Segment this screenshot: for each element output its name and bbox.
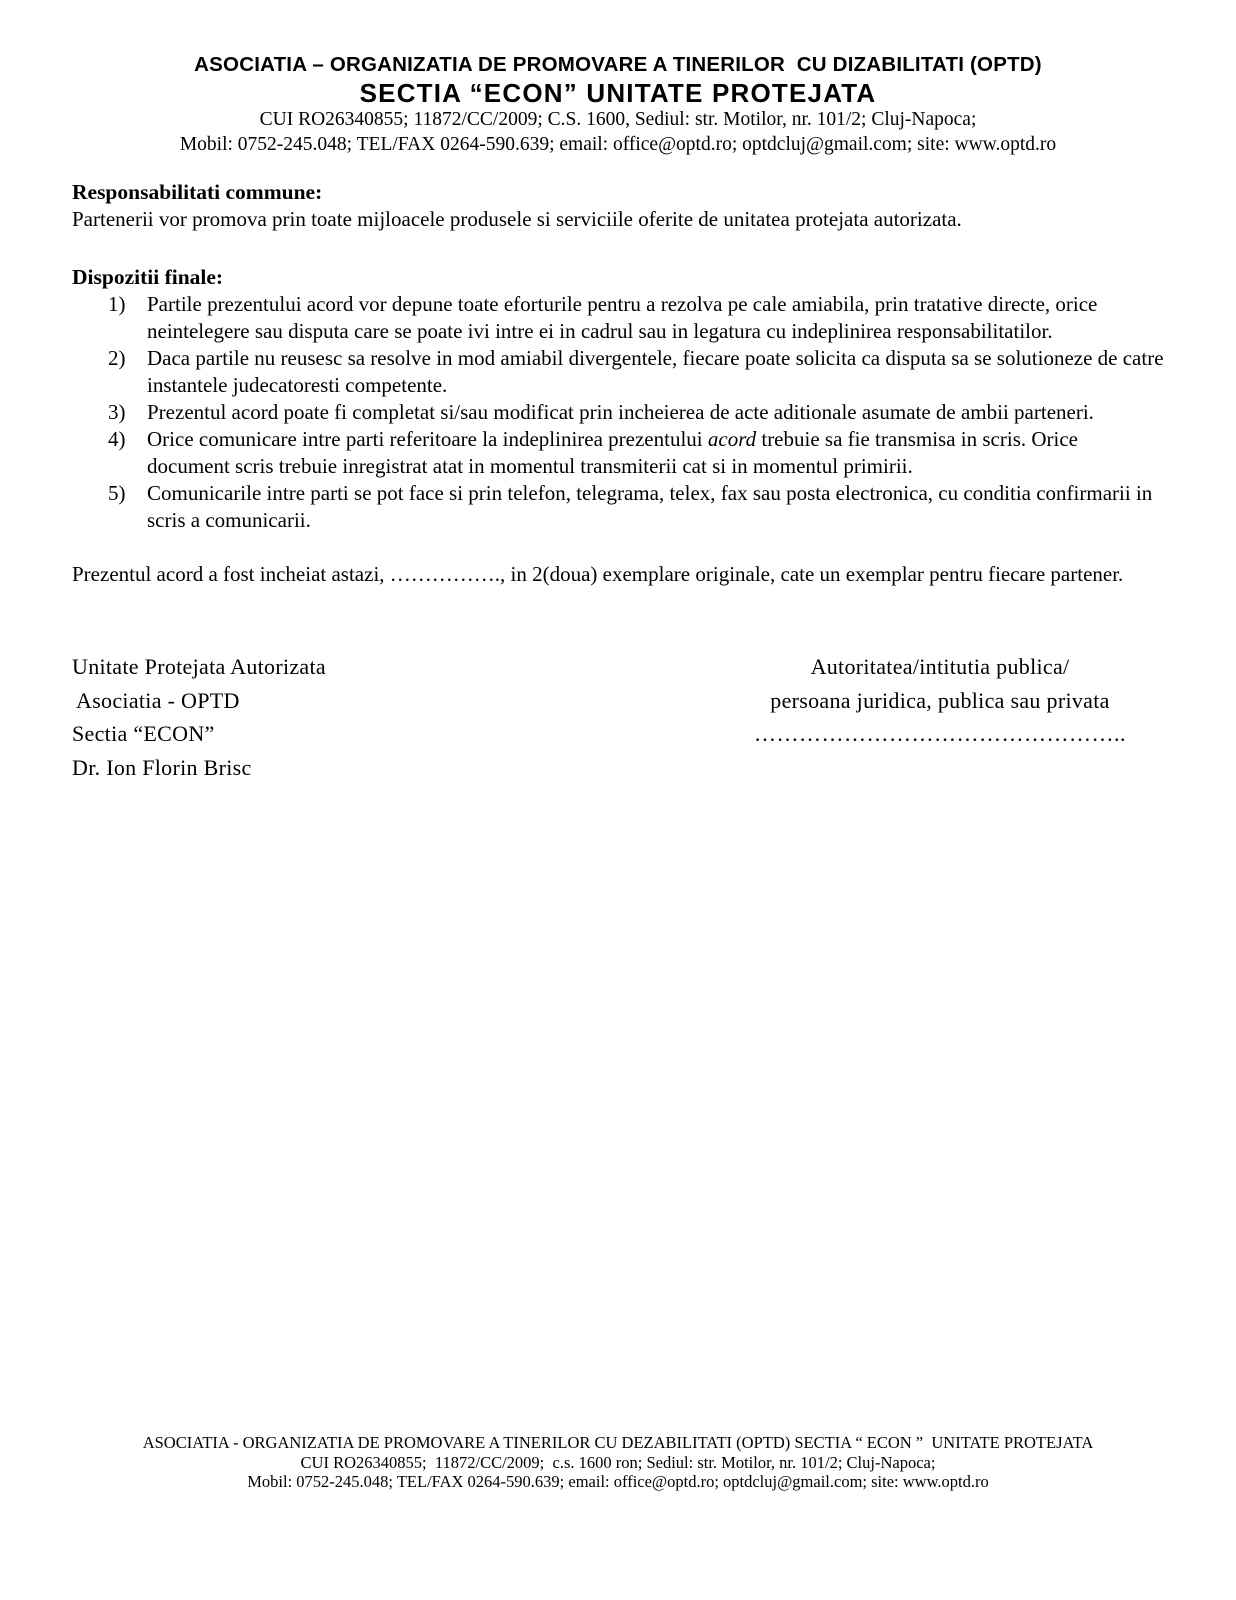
signature-right-title-1: Autoritatea/intitutia publica/ [810, 654, 1070, 679]
signature-left-title: Unitate Protejata Autorizata [72, 654, 326, 679]
list-item-text [147, 426, 1164, 480]
signature-left-section: Sectia “ECON” [72, 721, 215, 746]
list-item-text-before: Orice comunicare intre parti referitoare la indeplinirea prezentului [147, 427, 708, 451]
org-section-line: SECTIA “ECON” UNITATE PROTEJATA [359, 78, 877, 108]
closing-paragraph: Prezentul acord a fost incheiat astazi, ……………., in 2(doua) exemplare originale, cate un exemplar pentru fiecare partener. [72, 562, 1124, 586]
section-dispozitii [72, 264, 1169, 534]
list-item-text-after: trebuie sa fie transmisa in scris. Orice document scris trebuie inregistrat atat in momentul transmiterii cat si in momentul primirii. [147, 427, 1084, 478]
dispozitii-list [72, 291, 1169, 534]
list-item-text: Partile prezentului acord vor depune toate eforturile pentru a rezolva pe cale amiabila, prin tratative directe, orice neintelegere sau disputa care se poate ivi intre ei in cadrul sau in legatura cu indeplinirea responsabilitatilor. [147, 292, 1103, 343]
list-item-2 [108, 345, 1169, 399]
list-item-number: 1) [108, 292, 126, 316]
dispozitii-heading: Dispozitii finale: [72, 265, 224, 289]
list-item-number: 3) [108, 400, 126, 424]
footer-line-3: Mobil: 0752-245.048; TEL/FAX 0264-590.639; email: office@optd.ro; optdcluj@gmail.com; site: www.optd.ro [247, 1472, 989, 1491]
list-item-4 [108, 426, 1164, 480]
signature-right-title-2: persoana juridica, publica sau privata [770, 687, 1110, 713]
document-body [72, 179, 1169, 784]
signature-dotted-line: ………………………………………….. [754, 721, 1126, 746]
list-item-3 [108, 399, 1164, 426]
list-item-text: Comunicarile intre parti se pot face si prin telefon, telegrama, telex, fax sau posta electronica, cu conditia confirmarii in scris a comunicarii. [147, 481, 1158, 532]
signature-left-column [72, 650, 326, 784]
list-item-text: Prezentul acord poate fi completat si/sau modificat prin incheierea de acte aditionale asumate de ambii parteneri. [147, 400, 1094, 424]
header-contact-line-2: Mobil: 0752-245.048; TEL/FAX 0264-590.639; email: office@optd.ro; optdcluj@gmail.com; site: www.optd.ro [179, 133, 1057, 155]
list-item-number: 2) [108, 346, 126, 370]
header-contact-line-1: CUI RO26340855; 11872/CC/2009; C.S. 1600, Sediul: str. Motilor, nr. 101/2; Cluj-Napoca; [259, 109, 977, 130]
responsabilitati-heading: Responsabilitati commune: [72, 180, 323, 204]
list-item-text: Daca partile nu reusesc sa resolve in mod amiabil divergentele, fiecare poate solicita ca disputa sa se solutioneze de catre instantele judecatoresti competente. [147, 346, 1169, 397]
org-name-line: ASOCIATIA – ORGANIZATIA DE PROMOVARE A TINERILOR CU DIZABILITATI (OPTD) [194, 53, 1042, 76]
document-footer [0, 1433, 1236, 1492]
list-item-5 [108, 480, 1164, 534]
footer-line-1: ASOCIATIA - ORGANIZATIA DE PROMOVARE A TINERILOR CU DEZABILITATI (OPTD) SECTIA “ ECON ” UNITATE PROTEJATA [142, 1433, 1094, 1452]
signature-left-name: Dr. Ion Florin Brisc [72, 754, 252, 780]
document-header [0, 0, 1236, 157]
section-responsabilitati [72, 179, 1164, 233]
list-item-1 [108, 291, 1164, 345]
signature-block [72, 650, 1164, 784]
list-item-number: 4) [108, 427, 126, 451]
list-item-number: 5) [108, 481, 126, 505]
italic-word-acord: acord [707, 427, 757, 451]
responsabilitati-paragraph: Partenerii vor promova prin toate mijloacele produsele si serviciile oferite de unitatea protejata autorizata. [72, 207, 962, 231]
signature-right-column [744, 650, 1136, 784]
footer-line-2: CUI RO26340855; 11872/CC/2009; c.s. 1600 ron; Sediul: str. Motilor, nr. 101/2; Cluj-Napoca; [300, 1452, 936, 1472]
signature-left-org: Asociatia - OPTD [76, 687, 240, 713]
